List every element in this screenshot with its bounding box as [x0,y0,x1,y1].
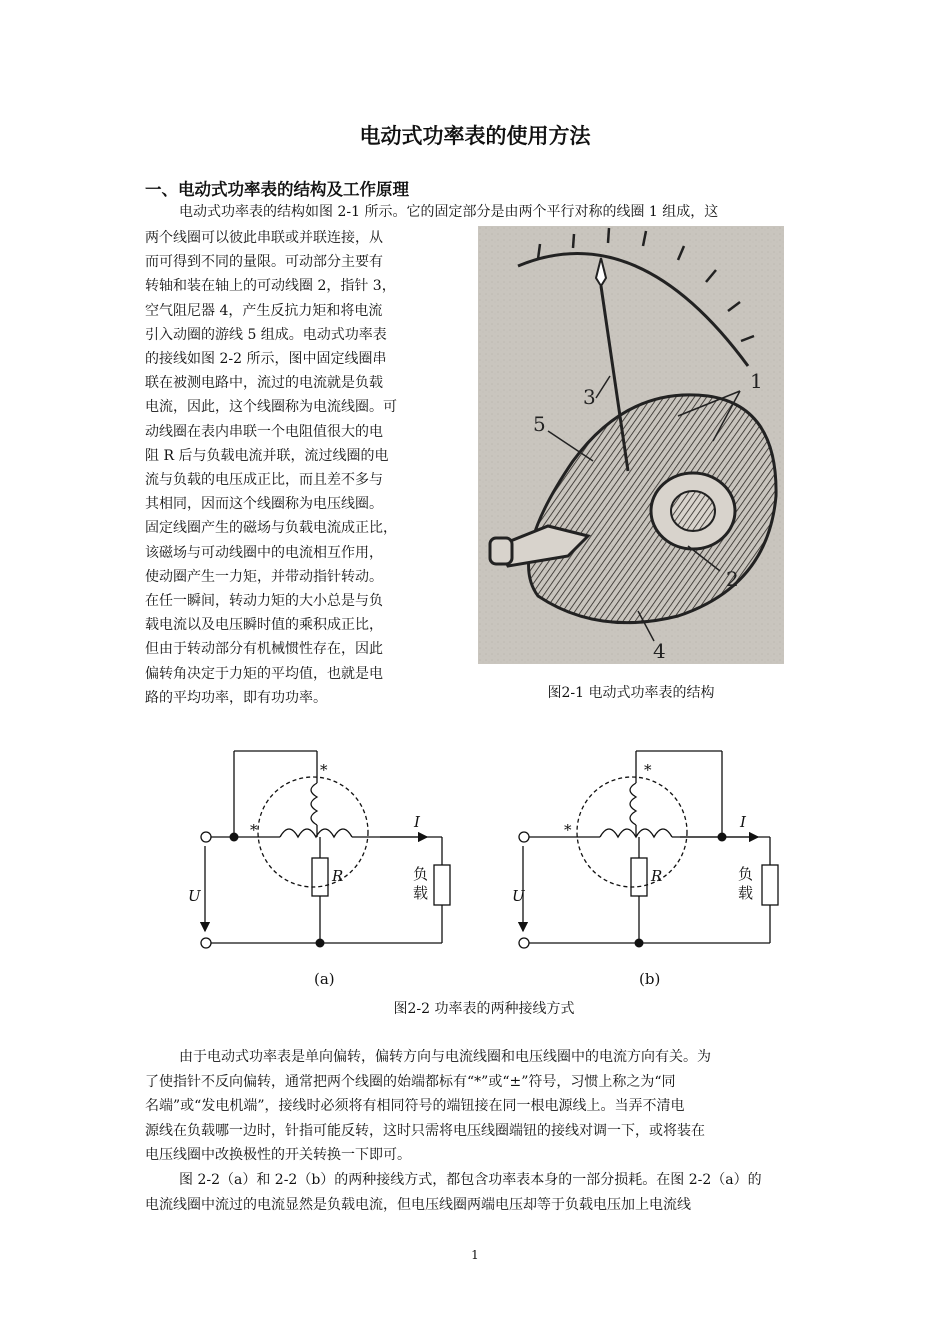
text-line: 动线圈在表内串联一个电阻值很大的电 [145,423,383,440]
text-line: 阻 R 后与负载电流并联，流过线圈的电 [145,447,389,464]
subfigure-a-label: (a) [314,970,335,988]
voltage-label: U [188,887,201,905]
text-line: 引入动圈的游线 5 组成。电动式功率表 [145,326,387,343]
text-line: 使动圈产生一力矩，并带动指针转动。 [145,568,383,585]
load-label: 负 [738,865,754,883]
wattmeter-structure-figure [478,226,784,664]
load-label: 载 [413,884,429,902]
text-line: 在任一瞬间，转动力矩的大小总是与负 [145,593,383,610]
resistor-label: R [332,867,344,885]
current-label: I [740,813,746,831]
text-line: 偏转角决定于力矩的平均值，也就是电 [145,665,383,682]
resistor-label: R [651,867,663,885]
figure-label-3: 3 [583,385,596,409]
figure-label-5: 5 [533,412,546,436]
text-line: 电压线圈中改换极性的开关转换一下即可。 [145,1147,411,1163]
text-line: 其相同，因而这个线圈称为电压线圈。 [145,496,383,513]
text-line: 两个线圈可以彼此串联或并联连接，从 [145,230,383,246]
text-line: 路的平均功率，即有功功率。 [145,689,327,706]
text-line: 固定线圈产生的磁场与负载电流成正比， [145,520,397,537]
star-mark: * [320,761,328,779]
current-label: I [414,813,420,831]
subfigure-b-label: (b) [639,970,661,988]
page-title: 电动式功率表的使用方法 [359,124,591,148]
voltage-label: U [512,887,525,905]
paragraph-losses [145,1168,810,1217]
figure-label-4: 4 [653,639,666,663]
text-line: 源线在负载哪一边时，针指可能反转，这时只需将电压线圈端钮的接线对调一下，或将装在 [145,1122,705,1139]
text-line: 该磁场与可动线圈中的电流相互作用， [145,544,383,561]
figure-label-2: 2 [726,567,739,591]
text-line: 但由于转动部分有机械惯性存在，因此 [145,641,383,658]
paragraph-first-line: 电动式功率表的结构如图 2-1 所示。它的固定部分是由两个平行对称的线圈 1 组成，这 [179,204,719,220]
text-line: 电流，因此，这个线圈称为电流线圈。可 [145,399,397,416]
text-line: 电流线圈中流过的电流显然是负载电流，但电压线圈两端电压却等于负载电压加上电流线 [145,1196,691,1213]
text-line: 空气阻尼器 4，产生反抗力矩和将电流 [145,302,383,319]
load-label: 载 [738,884,754,902]
text-line: 转轴和装在轴上的可动线圈 2，指针 3， [145,278,396,295]
text-line: 由于电动式功率表是单向偏转，偏转方向与电流线圈和电压线圈中的电流方向有关。为 [179,1049,711,1065]
text-line: 了使指针不反向偏转，通常把两个线圈的始端都标有“*”或“±”符号，习惯上称之为“同 [145,1073,676,1090]
figure2-caption: 图2-2 功率表的两种接线方式 [393,1001,575,1017]
figure1-caption: 图2-1 电动式功率表的结构 [547,685,715,701]
paragraph-polarity [145,1045,810,1168]
text-line: 联在被测电路中，流过的电流就是负载 [145,375,383,392]
wiring-diagrams [180,735,800,995]
page-number: 1 [471,1248,479,1262]
star-mark: * [250,821,258,839]
left-column-text [145,226,453,710]
section-heading: 一、电动式功率表的结构及工作原理 [145,180,409,199]
text-line: 而可得到不同的量限。可动部分主要有 [145,254,383,271]
text-line: 的接线如图 2-2 所示，图中固定线圈串 [145,351,387,368]
text-line: 流与负载的电压成正比，而且差不多与 [145,472,383,489]
text-line: 名端”或“发电机端”，接线时必须将有相同符号的端钮接在同一根电源线上。当弄不清电 [145,1098,685,1114]
text-line: 图 2-2（a）和 2-2（b）的两种接线方式，都包含功率表本身的一部分损耗。在图 2-2（a）的 [179,1172,762,1188]
load-label: 负 [413,865,429,883]
star-mark: * [644,761,652,779]
text-line: 载电流以及电压瞬时值的乘积成正比， [145,617,383,634]
star-mark: * [564,821,572,839]
figure-label-1: 1 [750,369,763,393]
